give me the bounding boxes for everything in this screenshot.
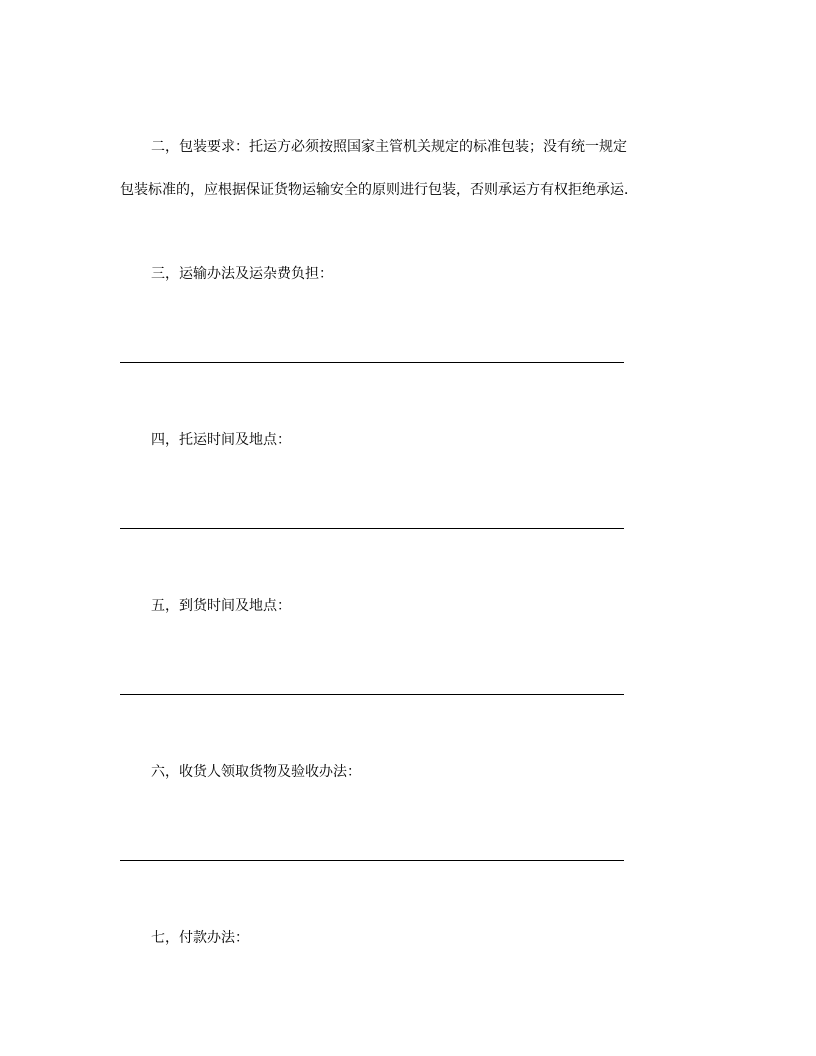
clause-7-heading: 七，付款办法：	[151, 930, 249, 946]
clause-6-blank-line	[120, 860, 624, 861]
clause-2-line-2: 包装标准的，应根据保证货物运输安全的原则进行包装，否则承运方有权拒绝承运．	[120, 182, 638, 198]
clause-5-heading: 五，到货时间及地点：	[151, 598, 291, 614]
clause-3-heading: 三，运输办法及运杂费负担：	[151, 266, 333, 282]
clause-3-blank-line	[120, 362, 624, 363]
clause-5-blank-line	[120, 694, 624, 695]
clause-4-heading: 四，托运时间及地点：	[151, 432, 291, 448]
clause-6-heading: 六，收货人领取货物及验收办法：	[151, 764, 361, 780]
clause-4-blank-line	[120, 528, 624, 529]
clause-2-line-1: 二，包装要求：托运方必须按照国家主管机关规定的标准包装；没有统一规定	[151, 139, 627, 155]
